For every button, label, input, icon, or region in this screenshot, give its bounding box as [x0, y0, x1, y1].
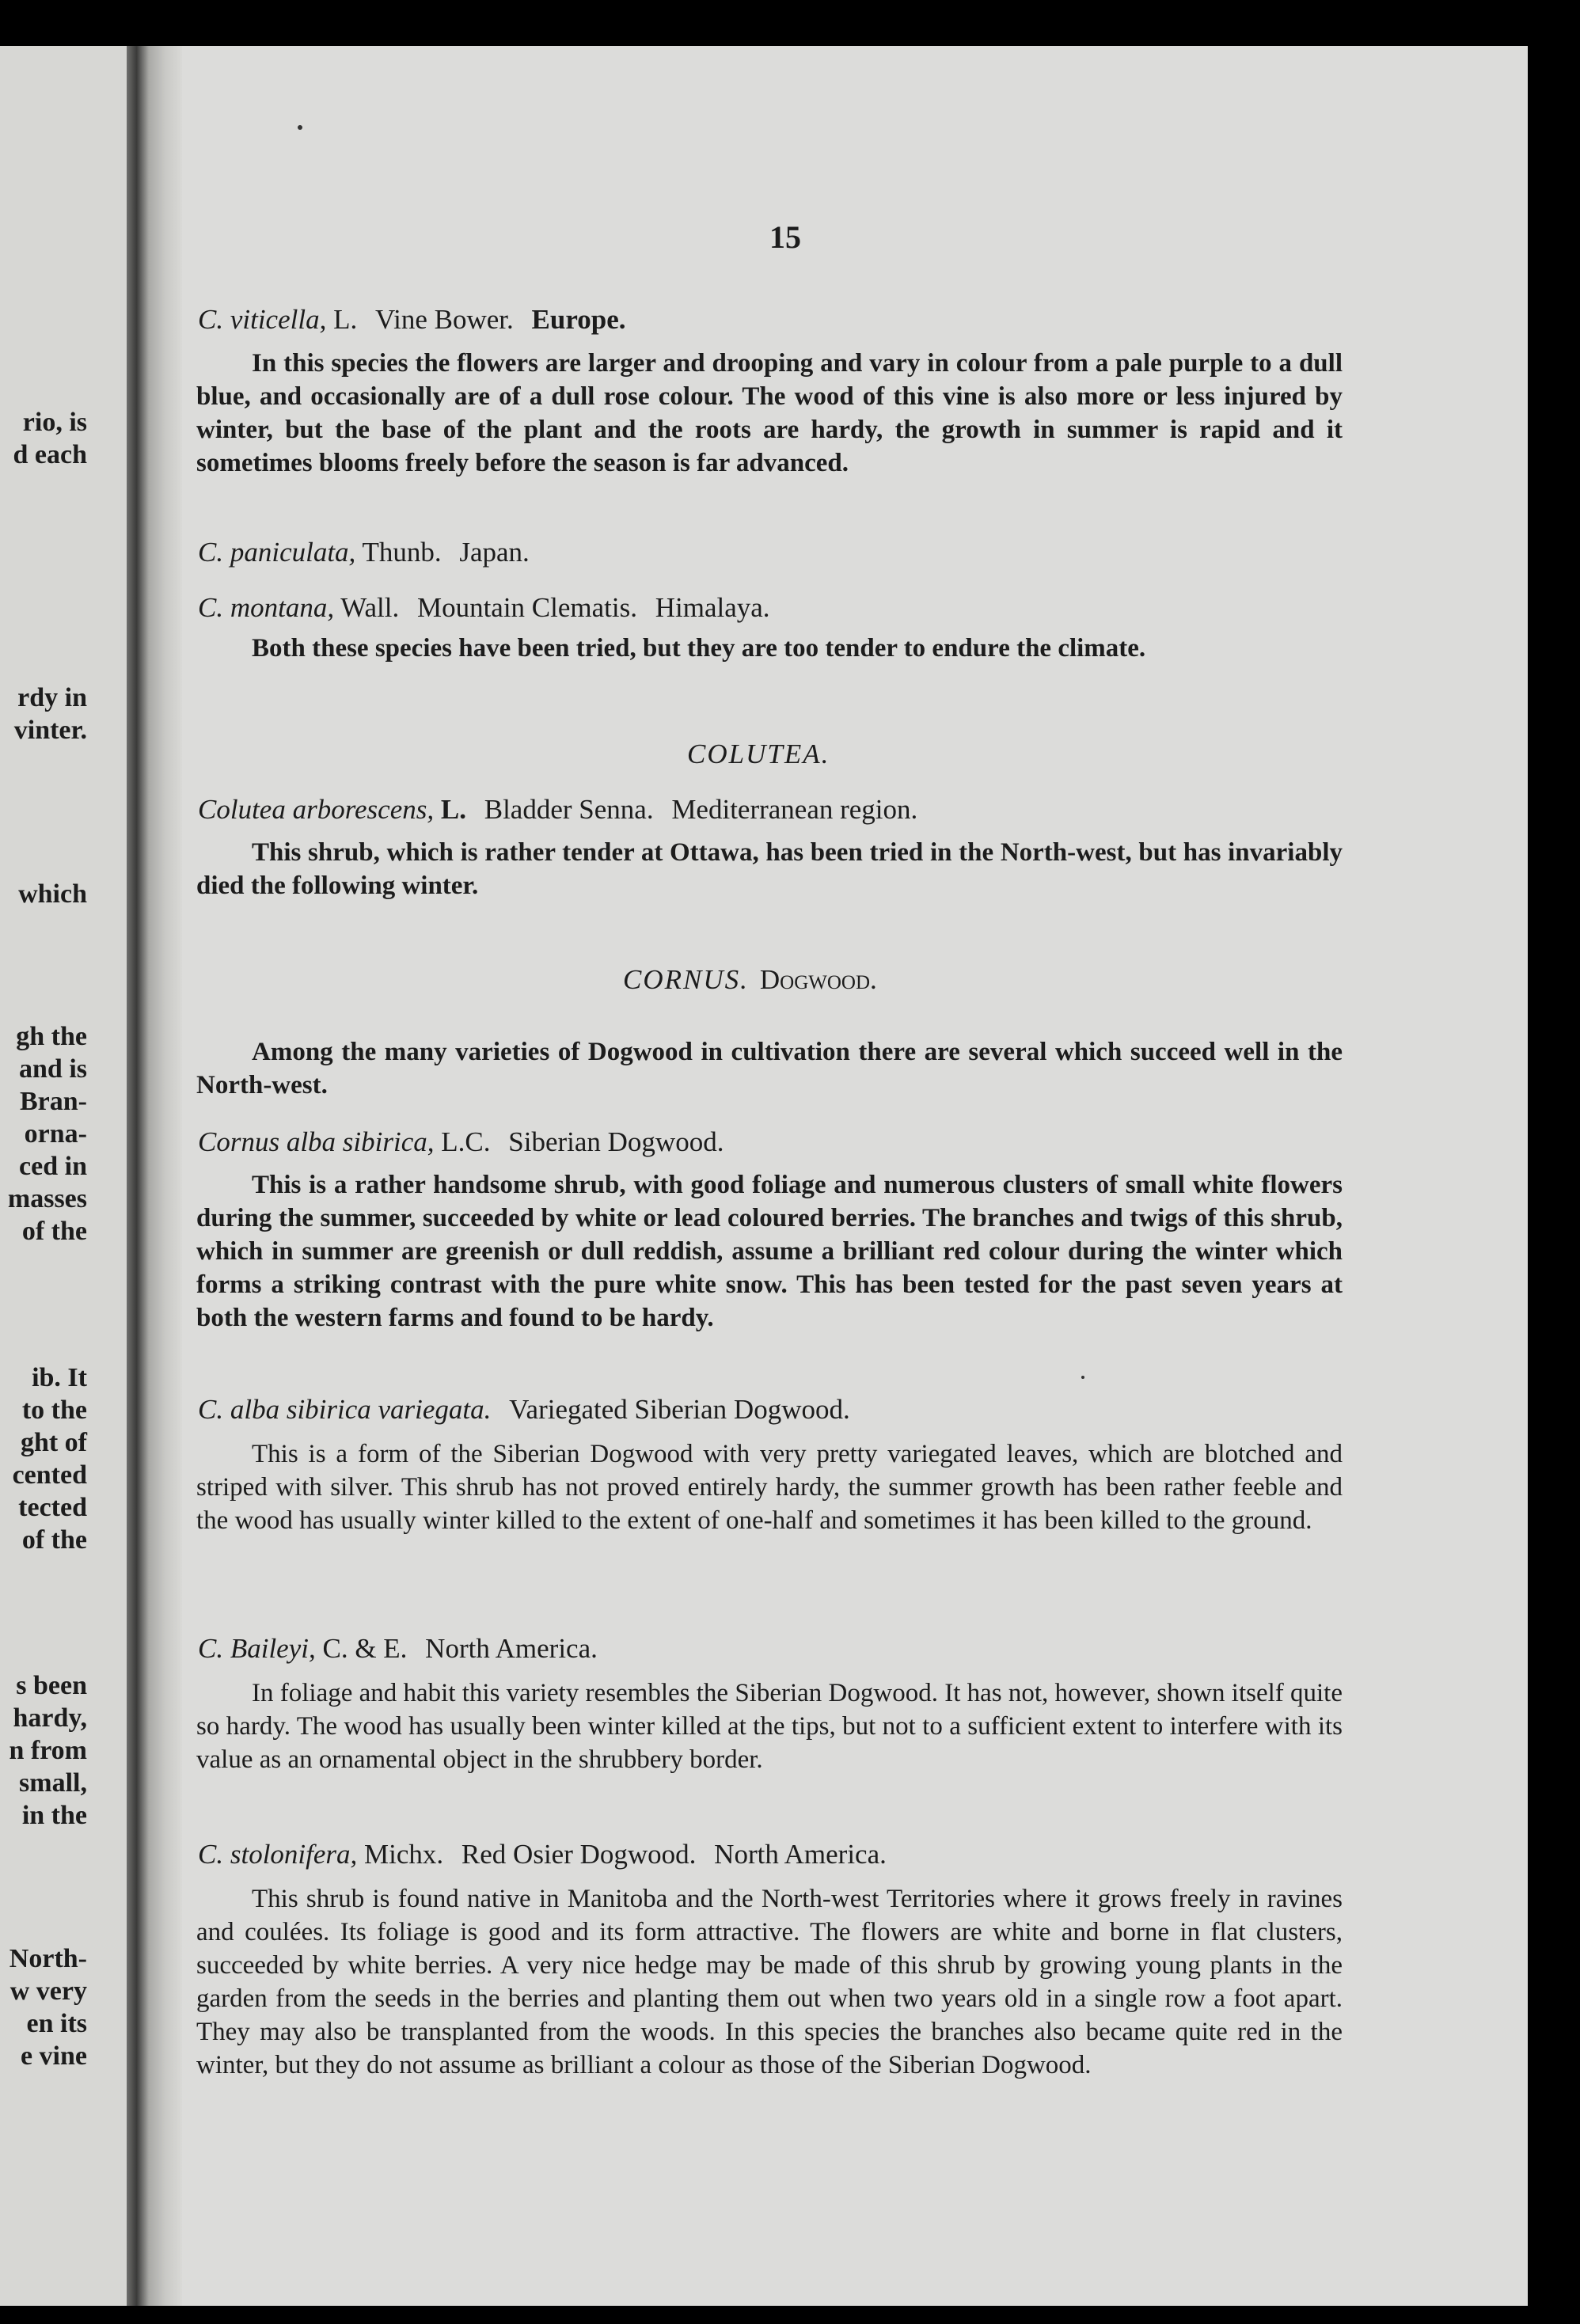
facing-page-text-fragment: tected [18, 1493, 87, 1522]
genus-heading-cornus [623, 964, 877, 996]
paragraph-colutea: This shrub, which is rather tender at Ottawa, has been tried in the North-west, but has invariably died the following winter. [196, 838, 1343, 900]
genus-heading-colutea: COLUTEA. [687, 739, 830, 769]
species-common-name: Bladder Senna. [484, 794, 654, 825]
paragraph-stolonifera: This shrub is found native in Manitoba and the North-west Territories where it grows freely in ravines and coulées. Its foliage is good and its form attractive. The flowers are white and borne in flat clusters, succeeded by white berries. A very nice hedge may be made of this shrub by growing young plants in the garden from the seeds in the berries and planting them out when two years old in a single row a foot apart. They may also be transplanted from the woods. In this species the branches also became quite red in the winter, but they do not assume as brilliant a colour as those of the Siberian Dogwood. [196, 1885, 1343, 2079]
facing-page-text-fragment: small, [19, 1768, 87, 1798]
paragraph-montana-paniculata: Both these species have been tried, but they are too tender to endure the climate. [252, 634, 1146, 663]
facing-page-text-fragment: to the [21, 1396, 87, 1425]
species-heading-colutea [198, 794, 917, 826]
species-name: C. paniculata, [198, 537, 356, 568]
facing-page-text-fragment: rio, is [22, 408, 87, 437]
page-number: 15 [769, 219, 801, 255]
paragraph-variegata: This is a form of the Siberian Dogwood with very pretty variegated leaves, which are blotched and striped with silver. This shrub has not proved entirely hardy, the summer growth has been rather feeble and the wood has usually winter killed to the extent of one-half and sometimes it has been killed to the ground. [196, 1440, 1343, 1535]
facing-page-text-fragment: Bran- [20, 1087, 87, 1116]
species-heading-montana [198, 592, 770, 624]
species-region: Europe. [531, 304, 626, 335]
facing-page-text-fragment: in the [21, 1801, 87, 1830]
species-region: North America. [425, 1633, 598, 1664]
paragraph-baileyi: In foliage and habit this variety resembles the Siberian Dogwood. It has not, however, shown itself quite so hardy. The wood has usually been winter killed at the tips, but not to a sufficient extent to interfere with its value as an ornamental object in the shrubbery border. [196, 1679, 1343, 1774]
genus-common-name: Dogwood. [759, 964, 877, 995]
species-common-name: Variegated Siberian Dogwood. [509, 1394, 850, 1425]
species-authority: L. [440, 794, 466, 825]
facing-page-text-fragment: e vine [20, 2041, 87, 2071]
facing-page-text-fragment: w very [9, 1977, 87, 2006]
species-name: C. viticella, [198, 304, 327, 335]
species-common-name: Red Osier Dogwood. [461, 1839, 697, 1870]
facing-page-text-fragment: ib. It [32, 1363, 87, 1392]
species-common-name: Vine Bower. [374, 304, 514, 335]
species-heading-stolonifera [198, 1839, 887, 1870]
species-name: Cornus alba sibirica, [198, 1126, 435, 1157]
species-authority: C. & E. [322, 1633, 408, 1664]
species-name: C. stolonifera, [198, 1839, 358, 1870]
print-speck [1081, 1376, 1084, 1379]
facing-page-fragment [0, 46, 127, 2306]
facing-page-text-fragment: d each [13, 440, 87, 469]
species-heading-baileyi [198, 1633, 598, 1665]
species-common-name: Mountain Clematis. [416, 592, 637, 623]
facing-page-text-fragment: ced in [19, 1152, 87, 1181]
species-region: North America. [714, 1839, 887, 1870]
species-authority: L.C. [441, 1126, 491, 1157]
species-name: C. montana, [198, 592, 335, 623]
paragraph-alba-sibirica: This is a rather handsome shrub, with good foliage and numerous clusters of small white flowers during the summer, succeeded by white or lead coloured berries. The branches and twigs of this shrub, which in summer are greenish or dull reddish, assume a brilliant red colour during the winter which forms a striking contrast with the pure white snow. This has been tested for the past seven years at both the western farms and found to be hardy. [196, 1171, 1343, 1332]
facing-page-text-fragment: n from [9, 1736, 87, 1765]
species-name: C. alba sibirica variegata. [198, 1394, 492, 1425]
document-page [182, 46, 1528, 2306]
print-speck [298, 125, 302, 130]
facing-page-text-fragment: cented [12, 1460, 87, 1490]
species-authority: Wall. [340, 592, 400, 623]
genus-name: CORNUS. [623, 964, 749, 995]
species-authority: L. [333, 304, 358, 335]
facing-page-text-fragment: hardy, [13, 1703, 87, 1733]
facing-page-text-fragment: North- [9, 1944, 87, 1973]
facing-page-text-fragment: which [18, 879, 87, 909]
species-authority: Michx. [364, 1839, 444, 1870]
facing-page-text-fragment: s been [16, 1671, 87, 1700]
species-region: Mediterranean region. [671, 794, 918, 825]
species-common-name: Siberian Dogwood. [508, 1126, 724, 1157]
species-name: Colutea arborescens, [198, 794, 435, 825]
species-name: C. Baileyi, [198, 1633, 316, 1664]
facing-page-text-fragment: and is [19, 1054, 87, 1084]
species-heading-viticella [198, 304, 626, 336]
paragraph-viticella: In this species the flowers are larger and drooping and vary in colour from a pale purple to a dull blue, and occasionally are of a dull rose colour. The wood of this vine is also more or less injured by winter, but the base of the plant and the roots are hardy, the growth in summer is rapid and it sometimes blooms freely before the season is far advanced. [196, 349, 1343, 477]
facing-page-text-fragment: of the [21, 1217, 87, 1246]
species-heading-alba-sibirica [198, 1126, 724, 1158]
facing-page-text-fragment: en its [26, 2009, 87, 2038]
binding-gutter [127, 46, 182, 2306]
facing-page-text-fragment: gh the [16, 1022, 87, 1051]
facing-page-text-fragment: masses [7, 1184, 87, 1213]
species-authority: Thunb. [362, 537, 442, 568]
facing-page-text-fragment: ght of [20, 1428, 87, 1457]
species-heading-paniculata [198, 537, 530, 568]
facing-page-text-fragment: rdy in [17, 683, 87, 712]
species-region: Japan. [459, 537, 530, 568]
species-heading-variegata [198, 1394, 850, 1426]
facing-page-text-fragment: of the [21, 1525, 87, 1555]
species-region: Himalaya. [655, 592, 770, 623]
paragraph-cornus-intro: Among the many varieties of Dogwood in cultivation there are several which succeed well in the North-west. [196, 1038, 1343, 1099]
facing-page-text-fragment: orna- [24, 1119, 87, 1149]
facing-page-text-fragment: vinter. [13, 716, 87, 745]
